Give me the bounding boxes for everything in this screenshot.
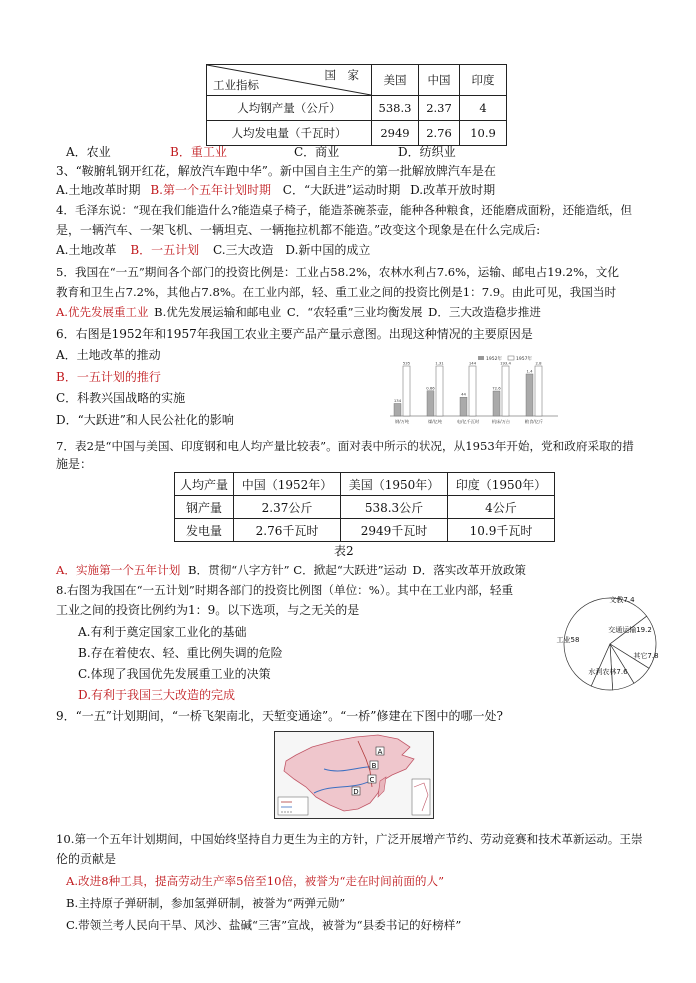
pie-slice-label: 工业58 <box>556 636 580 644</box>
option-c[interactable]: C．掀起“大跃进”运动 <box>293 563 407 577</box>
map-label-c: C <box>369 776 375 784</box>
map-label-d: D <box>353 788 359 796</box>
option-d[interactable]: D.新中国的成立 <box>285 243 371 257</box>
option-a[interactable]: A.土地改革时期 <box>56 183 141 197</box>
q4-options <box>56 242 370 259</box>
row-label: 钢产量 <box>175 496 234 519</box>
q10-option-c[interactable]: C.带领兰考人民向干旱、风沙、盐碱“三害”宣战，被誉为“县委书记的好榜样” <box>66 918 462 932</box>
column-header: 人均产量 <box>175 473 234 496</box>
q8-option-b[interactable]: B.存在着使农、轻、重比例失调的危险 <box>78 646 283 660</box>
q6-option-d[interactable]: D．“大跃进”和人民公社化的影响 <box>56 413 234 427</box>
option-b[interactable]: B．一五计划 <box>130 243 200 257</box>
corner-label-indicators: 工业指标 <box>213 78 259 92</box>
investment-pie-chart <box>538 590 678 694</box>
bar-1952 <box>394 403 401 416</box>
option-c[interactable]: C．“农轻重”三业均衡发展 <box>286 305 423 319</box>
option-d[interactable]: D．纺织业 <box>398 145 456 159</box>
corner-label-countries: 国 家 <box>324 68 359 82</box>
x-tick-label: 粮食/亿斤 <box>524 419 544 424</box>
legend-label-1952: 1952年 <box>486 357 502 362</box>
pie-slice-label: 水利农林7.6 <box>588 668 628 676</box>
option-c[interactable]: C.三大改造 <box>212 243 274 257</box>
table-cell: 10.9 <box>460 121 507 146</box>
bar-1952 <box>526 374 533 416</box>
q5-stem-line2: 教育和卫生占7.2%，其他占7.8%。在工业内部，轻、重工业之间的投资比例是1：7.9。由此可见，我国当时 <box>56 285 617 299</box>
legend-label-1957: 1957年 <box>516 357 532 362</box>
row-label: 人均发电量（千瓦时） <box>207 121 372 146</box>
bar-value-label: 0.66 <box>426 385 435 391</box>
q5-options <box>56 304 541 321</box>
q4-stem-line1: 4．毛泽东说：“现在我们能造什么?能造桌子椅子，能造茶碗茶壶，能种各种粮食，还能磨成面粉，还能造纸，但 <box>56 203 633 217</box>
bar-1957 <box>436 366 443 416</box>
option-b[interactable]: B．贯彻“八字方针” <box>188 563 290 577</box>
pie-slice-label: 交通运输19.2 <box>608 626 652 634</box>
q8-option-a[interactable]: A.有利于奠定国家工业化的基础 <box>78 625 247 639</box>
q3-stem: 3、“鞍腑轧钢开红花，解放汽车跑中华”。新中国自主生产的第一批解放牌汽车是在 <box>56 164 496 178</box>
q9-stem: 9．“一五”计划期间，“一桥飞架南北，天堑变通途”。“一桥”修建在下图中的哪一处? <box>56 709 503 723</box>
q5-stem-line1: 5．我国在“一五”期间各个部门的投资比例是：工业占58.2%，农林水利占7.6%，运输、邮电占19.2%，文化 <box>56 265 619 279</box>
option-c[interactable]: C．商业 <box>294 145 340 159</box>
q10-stem-line1: 10.第一个五年计划期间，中国始终坚持自力更生为主的方针，广泛开展增产节约、劳动竞赛和技术革新运动。王崇 <box>56 832 643 846</box>
option-a[interactable]: A.土地改革 <box>56 243 117 257</box>
q3-options <box>56 182 495 199</box>
bar-value-label: 1.31 <box>435 360 444 366</box>
table-cell: 2.37 <box>419 96 460 121</box>
bar-value-label: 535 <box>402 360 411 366</box>
table-corner-header <box>207 65 372 96</box>
table-cell: 538.3 <box>372 96 419 121</box>
column-header: 印度 <box>460 65 507 96</box>
option-b[interactable]: B.优先发展运输和邮电业 <box>154 305 282 319</box>
q8-stem-line2: 工业之间的投资比例约为1：9。以下选项，与之无关的是 <box>56 603 360 617</box>
table-cell: 4 <box>460 96 507 121</box>
table-cell: 538.3公斤 <box>341 496 448 519</box>
map-label-b: B <box>371 762 377 770</box>
q8-stem-line1: 8.右图为我国在“一五计划”时期各部门的投资比例图（单位：%）。其中在工业内部，轻重 <box>56 583 514 597</box>
option-a[interactable]: A.优先发展重工业 <box>56 305 149 319</box>
table-cell: 2949 <box>372 121 419 146</box>
bar-1957 <box>535 366 542 416</box>
table-cell: 2.76 <box>419 121 460 146</box>
column-header: 美国（1950年） <box>341 473 448 496</box>
row-label: 发电量 <box>175 519 234 542</box>
table-cell: 2949千瓦时 <box>341 519 448 542</box>
table-cell: 4公斤 <box>448 496 555 519</box>
x-tick-label: 电/亿千瓦时 <box>456 419 480 424</box>
q10-option-b[interactable]: B.主持原子弹研制，参加氢弹研制，被誉为“两弹元勋” <box>66 896 346 910</box>
bar-value-label: 2.8 <box>535 360 542 366</box>
q8-option-d[interactable]: D.有利于我国三大改造的完成 <box>78 688 236 702</box>
table-indicators <box>206 64 507 146</box>
bar-value-label: 44 <box>461 391 466 397</box>
row-label: 人均钢产量（公斤） <box>207 96 372 121</box>
q6-stem: 6．右图是1952年和1957年我国工农业主要产品产量示意图。出现这种情况的主要原因是 <box>56 327 533 341</box>
option-b[interactable]: B．重工业 <box>170 145 227 159</box>
q10-stem-line2: 伦的贡献是 <box>56 852 117 866</box>
table-caption: 表2 <box>334 544 354 558</box>
table-comparison <box>174 472 555 542</box>
option-c[interactable]: C．“大跃进”运动时期 <box>282 183 401 197</box>
option-a[interactable]: A．实施第一个五年计划 <box>56 563 181 577</box>
option-b[interactable]: B.第一个五年计划时期 <box>150 183 271 197</box>
q7-options <box>56 562 526 579</box>
china-map <box>274 731 434 819</box>
table-cell: 2.76千瓦时 <box>234 519 341 542</box>
bar-1952 <box>460 397 467 416</box>
bar-1952 <box>427 391 434 416</box>
bar-1952 <box>493 391 500 416</box>
x-tick-label: 钢/万吨 <box>395 419 409 424</box>
option-d[interactable]: D.改革开放时期 <box>410 183 496 197</box>
legend-swatch-1957 <box>508 356 514 360</box>
q6-option-a[interactable]: A．土地改革的推动 <box>56 348 161 362</box>
bar-1957 <box>502 366 509 416</box>
q4-stem-line2: 是，一辆汽车、一架飞机、一辆坦克、一辆拖拉机都不能造。”改变这个现象是在什么完成后: <box>56 223 541 237</box>
q7-stem-line1: 7．表2是“中国与美国、印度钢和电人均产量比较表”。面对表中所示的状况，从1953年开始，党和政府采取的措 <box>56 439 634 453</box>
column-header: 中国 <box>419 65 460 96</box>
bar-value-label: 134 <box>393 397 402 403</box>
column-header: 印度（1950年） <box>448 473 555 496</box>
pie-slice-label: 其它7.8 <box>633 652 659 660</box>
option-a[interactable]: A．农业 <box>66 145 111 159</box>
q10-option-a[interactable]: A.改进8种工具，提高劳动生产率5倍至10倍，被誉为“走在时间前面的人” <box>66 874 445 888</box>
table-cell: 2.37公斤 <box>234 496 341 519</box>
pie-slice-label: 文教7.4 <box>609 596 635 604</box>
production-bar-chart <box>386 354 562 426</box>
column-header: 美国 <box>372 65 419 96</box>
legend-swatch-1952 <box>478 356 484 360</box>
q8-option-c[interactable]: C.体现了我国优先发展重工业的决策 <box>78 667 271 681</box>
bar-value-label: 1.4 <box>526 368 533 374</box>
column-header: 中国（1952年） <box>234 473 341 496</box>
bar-value-label: 72.6 <box>492 385 501 391</box>
q7-stem-line2: 施是： <box>56 457 93 471</box>
map-label-a: A <box>377 748 383 756</box>
bar-value-label: 144 <box>468 360 477 366</box>
q6-option-c[interactable]: C．科教兴国战略的实施 <box>56 391 186 405</box>
x-tick-label: 机床/万台 <box>491 419 511 424</box>
x-tick-label: 煤/亿吨 <box>428 419 442 424</box>
q6-option-b[interactable]: B．一五计划的推行 <box>56 370 161 384</box>
bar-1957 <box>469 366 476 416</box>
option-d[interactable]: D．落实改革开放政策 <box>412 563 527 577</box>
bar-1957 <box>403 366 410 416</box>
table-cell: 10.9千瓦时 <box>448 519 555 542</box>
bar-value-label: 193.4 <box>500 360 511 366</box>
option-d[interactable]: D．三大改造稳步推进 <box>428 305 541 319</box>
